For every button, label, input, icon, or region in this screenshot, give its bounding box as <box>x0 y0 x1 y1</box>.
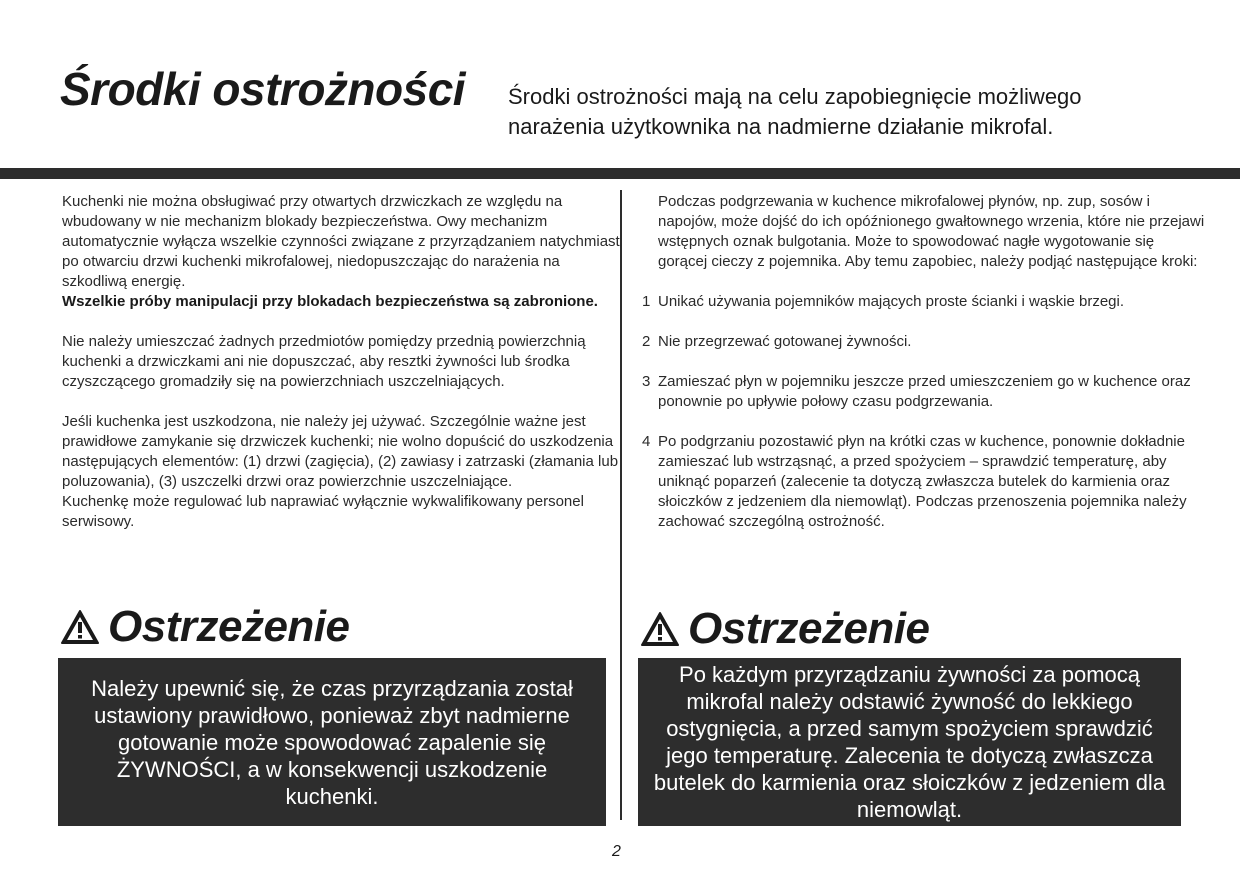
header-divider-bar <box>0 168 1240 179</box>
left-paragraph-3: Jeśli kuchenka jest uszkodzona, nie należy jej używać. Szczególnie ważne jest prawidłowe zamykanie się drzwiczek kuchenki; nie wolno dopuścić do uszkodzenia następujących elementów: (1) drzwi (zagięcia), (2) zawiasy i zatrzaski (złamania lub poluzowania), (3) uszczelki drzwi oraz powierzchnie uszczelniające. <box>62 413 619 490</box>
page-number: 2 <box>612 843 621 860</box>
step-number: 2 <box>642 333 651 350</box>
left-column <box>62 192 622 532</box>
step-number: 1 <box>642 293 651 310</box>
left-paragraph-2: Nie należy umieszczać żadnych przedmiotów pomiędzy przednią powierzchnią kuchenki a drzwiczkami ani nie dopuszczać, aby resztki żywności lub środka czyszczącego gromadziły się na powierzchniach uszczelniających. <box>62 333 586 390</box>
steps-list <box>640 292 1205 532</box>
warning-box-right <box>638 658 1181 826</box>
page-title: Środki ostrożności <box>60 63 466 115</box>
step-text: Zamieszać płyn w pojemniku jeszcze przed umieszczeniem go w kuchence oraz ponownie po upływie połowy czasu podgrzewania. <box>658 373 1191 410</box>
subtitle-line-1: Środki ostrożności mają na celu zapobiegnięcie możliwego <box>508 84 1082 109</box>
warning-heading-left <box>60 602 349 652</box>
list-item <box>640 432 1205 532</box>
right-intro: Podczas podgrzewania w kuchence mikrofalowej płynów, np. zup, sosów i napojów, może dojść do ich opóźnionego gwałtownego wrzenia, które nie przejawi wstępnych oznak bulgotania. Może to spowodować nagłe wygotowanie się gorącej cieczy z pojemnika. Aby temu zapobiec, należy podjąć następujące kroki: <box>658 193 1205 270</box>
left-paragraph-1: Kuchenki nie można obsługiwać przy otwartych drzwiczkach ze względu na wbudowany w nie mechanizm blokady bezpieczeństwa. Owy mechanizm automatycznie wyłącza wszelkie czynności związane z przyrządzaniem natychmiast po otwarciu drzwi kuchenki mikrofalowej, niedopuszczając do narażenia na szkodliwą energię. <box>62 193 620 290</box>
step-number: 3 <box>642 373 651 390</box>
warning-triangle-icon <box>60 609 100 645</box>
list-item <box>640 332 1205 352</box>
list-item <box>640 292 1205 312</box>
step-text: Unikać używania pojemników mających proste ścianki i wąskie brzegi. <box>658 293 1125 310</box>
warning-title: Ostrzeżenie <box>688 604 930 653</box>
left-paragraph-4: Kuchenkę może regulować lub naprawiać wyłącznie wykwalifikowany personel serwisowy. <box>62 493 584 530</box>
step-text: Po podgrzaniu pozostawić płyn na krótki czas w kuchence, ponownie dokładnie zamieszać lub wstrząsnąć, a przed spożyciem – sprawdzić temperaturę, aby uniknąć poparzeń (zalecenie ta dotyczą zwłaszcza butelek do karmienia oraz słoiczków z jedzeniem dla niemowląt). Podczas przenoszenia pojemnika należy zachować szczególną ostrożność. <box>658 433 1187 530</box>
subtitle-line-2: narażenia użytkownika na nadmierne działanie mikrofal. <box>508 114 1054 139</box>
warning-text: Po każdym przyrządzaniu żywności za pomocą mikrofal należy odstawić żywność do lekkiego ostygnięcia, a przed samym spożyciem sprawdzić jego temperaturę. Zalecenia te dotyczą zwłaszcza butelek do karmienia oraz słoiczków z jedzeniem dla niemowląt. <box>653 662 1166 822</box>
page-subtitle <box>508 82 1208 142</box>
right-column <box>640 192 1205 532</box>
warning-box-left <box>58 658 606 826</box>
warning-title: Ostrzeżenie <box>108 602 350 651</box>
warning-text: Należy upewnić się, że czas przyrządzania został ustawiony prawidłowo, ponieważ zbyt nadmierne gotowanie może spowodować zapalenie się ŻYWNOŚCI, a w konsekwencji uszkodzenie kuchenki. <box>91 675 573 809</box>
step-text: Nie przegrzewać gotowanej żywności. <box>658 333 912 350</box>
list-item <box>640 372 1205 412</box>
warning-heading-right <box>640 604 929 654</box>
left-paragraph-1-bold: Wszelkie próby manipulacji przy blokadach bezpieczeństwa są zabronione. <box>62 293 598 310</box>
step-number: 4 <box>642 433 651 450</box>
warning-triangle-icon <box>640 611 680 647</box>
